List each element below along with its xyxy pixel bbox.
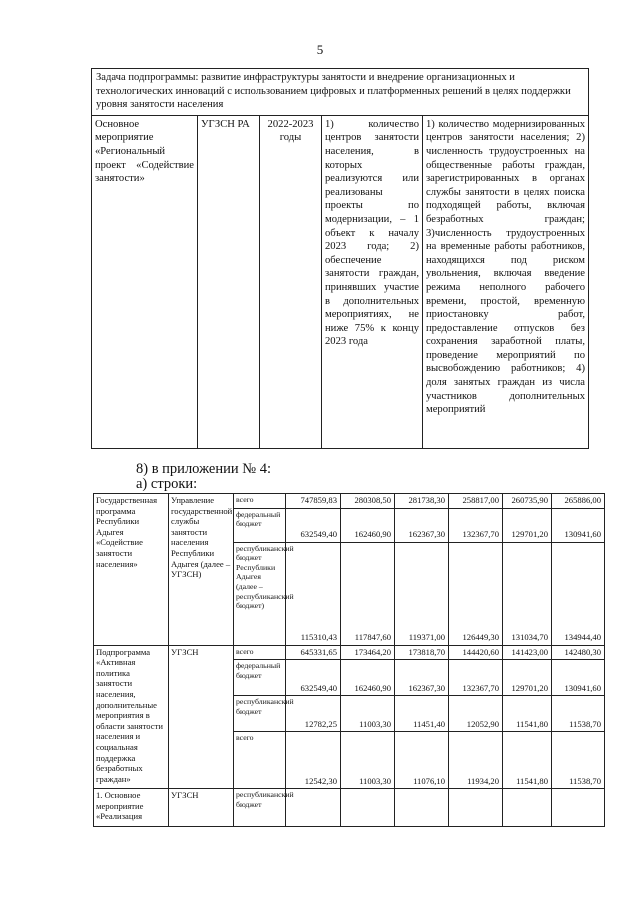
program-responsible-cell: Управление государственной службы занятости населения Республики Адыгея (далее – УГЗСН) xyxy=(169,494,234,646)
value-cell: 129701,20 xyxy=(503,508,552,542)
subprogram-task-table xyxy=(91,68,589,449)
value-cell: 747859,83 xyxy=(286,494,341,509)
event-name-cell: 1. Основное мероприятие «Реализация xyxy=(94,789,169,827)
value-cell: 265886,00 xyxy=(552,494,605,509)
value-cell: 632549,40 xyxy=(286,660,341,696)
value-cell: 645331,65 xyxy=(286,645,341,660)
page-number: 5 xyxy=(316,42,324,57)
funding-label: всего xyxy=(234,494,286,509)
funding-label: федеральный бюджет xyxy=(234,660,286,696)
value-cell: 11538,70 xyxy=(552,696,605,732)
subprogram-responsible-cell: УГЗСН xyxy=(169,645,234,789)
value-cell: 134944,40 xyxy=(552,542,605,645)
value-cell: 117847,60 xyxy=(341,542,395,645)
value-cell: 12052,90 xyxy=(449,696,503,732)
value-cell: 119371,00 xyxy=(395,542,449,645)
value-cell: 173818,70 xyxy=(395,645,449,660)
program-name-cell: Государственная программа Республики Адыгея «Содействие занятости населения» xyxy=(94,494,169,646)
subsection-heading: а) строки: xyxy=(136,476,198,492)
value-cell: 11541,80 xyxy=(503,696,552,732)
table-row xyxy=(94,494,605,509)
funding-label: федеральный бюджет xyxy=(234,508,286,542)
value-cell: 132367,70 xyxy=(449,660,503,696)
value-cell: 141423,00 xyxy=(503,645,552,660)
value-cell: 11451,40 xyxy=(395,696,449,732)
value-cell: 162460,90 xyxy=(341,660,395,696)
value-cell xyxy=(449,789,503,827)
value-cell: 12782,25 xyxy=(286,696,341,732)
value-cell: 144420,60 xyxy=(449,645,503,660)
value-cell: 11003,30 xyxy=(341,696,395,732)
value-cell: 632549,40 xyxy=(286,508,341,542)
value-cell: 131034,70 xyxy=(503,542,552,645)
value-cell xyxy=(503,789,552,827)
responsible-cell: УГЗСН РА xyxy=(198,115,260,448)
value-cell: 115310,43 xyxy=(286,542,341,645)
value-cell: 11538,70 xyxy=(552,732,605,789)
event-responsible-cell: УГЗСН xyxy=(169,789,234,827)
event-name-cell: Основное мероприятие «Региональный проект «Содействие занятости» xyxy=(92,115,198,448)
value-cell xyxy=(286,789,341,827)
table-row xyxy=(94,645,605,660)
value-cell: 126449,30 xyxy=(449,542,503,645)
value-cell: 11003,30 xyxy=(341,732,395,789)
value-cell: 132367,70 xyxy=(449,508,503,542)
value-cell: 142480,30 xyxy=(552,645,605,660)
value-cell: 260735,90 xyxy=(503,494,552,509)
funding-table xyxy=(93,493,605,827)
table-row xyxy=(94,789,605,827)
value-cell: 130941,60 xyxy=(552,508,605,542)
value-cell: 11541,80 xyxy=(503,732,552,789)
funding-label: республиканский бюджет Республики Адыгея (далее – республиканский бюджет) xyxy=(234,542,286,645)
section-heading: 8) в приложении № 4: xyxy=(136,461,271,477)
subprogram-name-cell: Подпрограмма «Активная политика занятости населения, дополнительные мероприятия в области занятости населения и социальная поддержка безработных граждан» xyxy=(94,645,169,789)
value-cell: 11934,20 xyxy=(449,732,503,789)
funding-label: всего xyxy=(234,732,286,789)
funding-label: республиканский бюджет xyxy=(234,789,286,827)
value-cell: 258817,00 xyxy=(449,494,503,509)
expected-results-cell: 1) количество центров занятости населения, в которых реализуются или реализованы проекты по модернизации, – 1 объект к началу 2023 года; 2) обеспечение занятости граждан, принявших участие в дополнительных мероприятиях, не ниже 75% к концу 2023 года xyxy=(322,115,423,448)
subprogram-task-row: Задача подпрограммы: развитие инфраструктуры занятости и внедрение организационных и технологических инноваций с использованием цифровых и платформенных решений в целях поддержки уровня занятости населения xyxy=(92,69,589,116)
indicators-cell: 1) количество модернизированных центров занятости населения; 2) численность трудоустроенных на общественные работы граждан, зарегистрированных в органах службы занятости в целях поиска подходящей работы, включая безработных граждан; 3)численность трудоустроенных на временные работы работников, находящихся под риском увольнения, включая введение режима неполного рабочего времени, простой, временную приостановку работ, предоставление отпусков без сохранения заработной платы, проведение мероприятий по высвобождению работников; 4) доля занятых граждан из числа участников дополнительных мероприятий xyxy=(423,115,589,448)
value-cell xyxy=(552,789,605,827)
period-cell: 2022-2023 годы xyxy=(260,115,322,448)
value-cell: 130941,60 xyxy=(552,660,605,696)
value-cell: 129701,20 xyxy=(503,660,552,696)
value-cell: 173464,20 xyxy=(341,645,395,660)
funding-label: всего xyxy=(234,645,286,660)
value-cell xyxy=(395,789,449,827)
value-cell xyxy=(341,789,395,827)
funding-label: республиканский бюджет xyxy=(234,696,286,732)
value-cell: 162460,90 xyxy=(341,508,395,542)
value-cell: 162367,30 xyxy=(395,660,449,696)
value-cell: 281738,30 xyxy=(395,494,449,509)
value-cell: 12542,30 xyxy=(286,732,341,789)
value-cell: 162367,30 xyxy=(395,508,449,542)
value-cell: 11076,10 xyxy=(395,732,449,789)
value-cell: 280308,50 xyxy=(341,494,395,509)
